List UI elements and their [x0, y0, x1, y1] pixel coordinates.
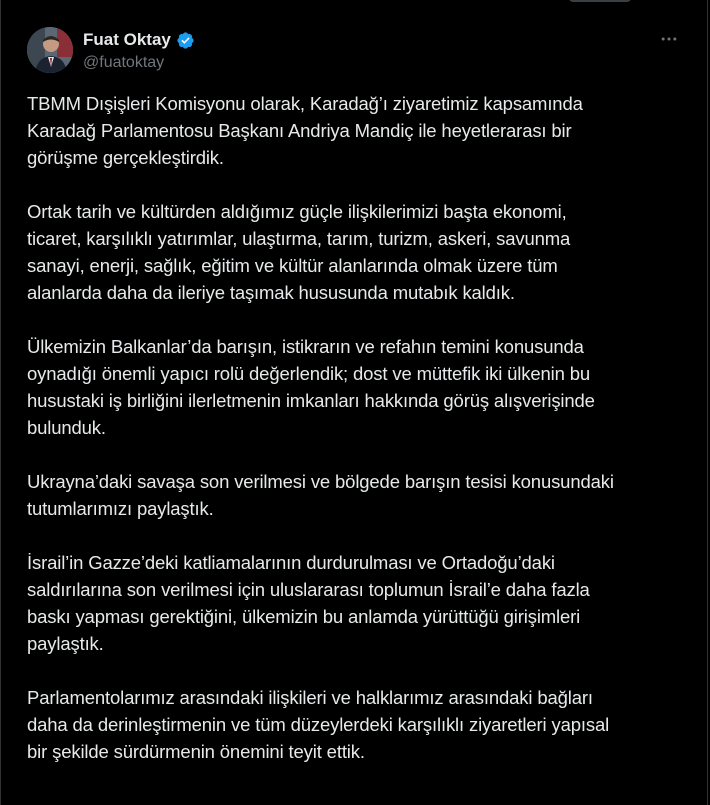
tweet-paragraph-1: TBMM Dışişleri Komisyonu olarak, Karadağ’ı ziyaretimiz kapsamında Karadağ Parlamentosu Başkanı Andriya Mandiç ile heyetlerarası bir görüşme gerçekleştirdik.	[27, 93, 583, 168]
avatar-photo	[27, 27, 73, 73]
tweet-paragraph-2: Ortak tarih ve kültürden aldığımız güçle ilişkilerimizi başta ekonomi, ticaret, karşılıklı yatırımlar, ulaştırma, tarım, turizm, askeri, savunma sanayi, enerji, sağlık, eğitim ve kültür alanlarında olmak üzere tüm alanlarda daha da ileriye taşımak hususunda mutabık kaldık.	[27, 201, 571, 303]
display-name[interactable]: Fuat Oktay	[83, 30, 171, 49]
user-info	[83, 29, 195, 72]
more-options-icon[interactable]	[657, 29, 681, 49]
tweet-paragraph-6: Parlamentolarımız arasındaki ilişkileri ve halklarımız arasındaki bağları daha da derinleştirmenin ve tüm düzeylerdeki karşılıklı ziyaretleri yapısal bir şekilde sürdürmenin önemini teyit ettik.	[27, 687, 610, 762]
verified-badge-icon[interactable]	[176, 31, 195, 50]
user-handle[interactable]: @fuatoktay	[83, 54, 165, 71]
avatar[interactable]	[27, 27, 73, 73]
tweet-paragraph-4: Ukrayna’daki savaşa son verilmesi ve bölgede barışın tesisi konusundaki tutumlarımızı paylaştık.	[27, 471, 614, 519]
tweet-header	[27, 27, 691, 79]
top-partial-button[interactable]	[569, 0, 631, 2]
tweet-text	[27, 90, 687, 792]
tweet-paragraph-3: Ülkemizin Balkanlar’da barışın, istikrarın ve refahın temini konusunda oynadığı önemli yapıcı rolü değerlendik; dost ve müttefik iki ülkenin bu husustaki iş birliğini ilerletmenin imkanları hakkında görüş alışverişinde bulunduk.	[27, 336, 595, 438]
display-name-row	[83, 29, 195, 51]
tweet-paragraph-5: İsrail’in Gazze’deki katliamalarının durdurulması ve Ortadoğu’daki saldırılarına son verilmesi için uluslararası toplumun İsrail’e daha fazla baskı yapması gerektiğini, ülkemizin bu anlamda yürüttüğü girişimleri paylaştık.	[27, 552, 590, 654]
